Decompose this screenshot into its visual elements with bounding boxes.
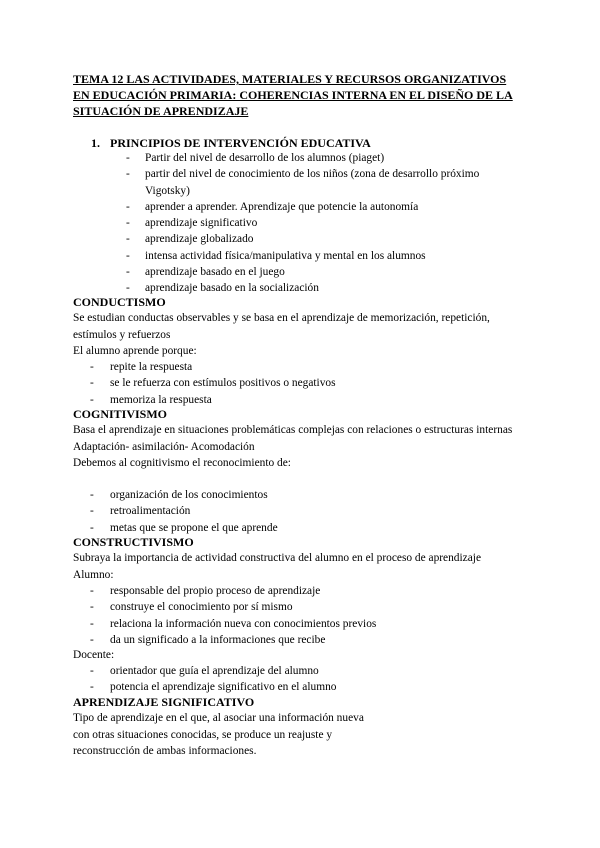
list-item: - aprendizaje basado en el juego (126, 266, 285, 279)
document-title (73, 72, 528, 119)
cognitivismo-text: Basa el aprendizaje en situaciones problemáticas complejas con relaciones o estructuras internas (73, 424, 513, 437)
aprendizaje-significativo-heading: APRENDIZAJE SIGNIFICATIVO (73, 695, 255, 709)
list-item: - memoriza la respuesta (90, 393, 212, 406)
conductismo-heading: CONDUCTISMO (73, 295, 166, 309)
principles-list (126, 150, 525, 297)
cognitivismo-list (90, 487, 278, 536)
list-item: - repite la respuesta (90, 361, 193, 373)
list-item: - organización de los conocimientos (90, 489, 268, 501)
conductismo-text: Se estudian conductas observables y se basa en el aprendizaje de memorización, repetición, estímulos y refuerzos (73, 312, 490, 341)
section-1-heading (91, 136, 371, 151)
constructivismo-section (73, 534, 528, 583)
conductismo-list (90, 359, 336, 408)
constructivismo-alumno-list (90, 583, 377, 648)
cognitivismo-section (73, 406, 528, 471)
list-item: - aprendizaje basado en la socialización (126, 282, 319, 295)
list-item: - retroalimentación (90, 505, 191, 518)
section-1-number: 1. (91, 136, 100, 150)
aprendizaje-significativo-line-3: reconstrucción de ambas informaciones. (73, 744, 257, 757)
conductismo-section (73, 294, 528, 359)
list-item: - responsable del propio proceso de aprendizaje (90, 585, 321, 597)
constructivismo-alumno-label: Alumno: (73, 568, 114, 581)
constructivismo-docente-label: Docente: (73, 649, 115, 661)
conductismo-intro: El alumno aprende porque: (73, 344, 197, 357)
aprendizaje-significativo-line-1: Tipo de aprendizaje en el que, al asociar una información nueva (73, 712, 364, 725)
aprendizaje-significativo-line-2: con otras situaciones conocidas, se produce un reajuste y (73, 728, 333, 741)
constructivismo-docente-list (90, 663, 337, 696)
list-item: - da un significado a la informaciones que recibe (90, 633, 326, 646)
list-item: - intensa actividad física/manipulativa y mental en los alumnos (126, 249, 426, 262)
list-item: - aprender a aprender. Aprendizaje que potencie la autonomía (126, 200, 419, 213)
list-item: - construye el conocimiento por sí mismo (90, 601, 293, 614)
list-item: - se le refuerza con estímulos positivos o negativos (90, 377, 336, 390)
aprendizaje-significativo-section (73, 694, 528, 759)
list-item: - orientador que guía el aprendizaje del alumno (90, 665, 319, 677)
list-item: - aprendizaje significativo (126, 217, 258, 230)
section-1-title: PRINCIPIOS DE INTERVENCIÓN EDUCATIVA (110, 136, 371, 150)
title-line-2: EN EDUCACIÓN PRIMARIA: COHERENCIAS INTERNA EN EL DISEÑO DE LA (73, 87, 513, 102)
list-item: - potencia el aprendizaje significativo en el alumno (90, 681, 337, 694)
list-item: - relaciona la información nueva con conocimientos previos (90, 617, 377, 630)
constructivismo-text: Subraya la importancia de actividad constructiva del alumno en el proceso de aprendizaje (73, 552, 481, 565)
constructivismo-heading: CONSTRUCTIVISMO (73, 535, 194, 549)
list-item: - metas que se propone el que aprende (90, 521, 278, 534)
constructivismo-docente (73, 647, 528, 663)
cognitivismo-line-2: Adaptación- asimilación- Acomodación (73, 440, 255, 453)
cognitivismo-intro: Debemos al cognitivismo el reconocimiento de: (73, 456, 291, 469)
title-line-3: SITUACIÓN DE APRENDIZAJE (73, 103, 249, 118)
title-line-1: TEMA 12 LAS ACTIVIDADES, MATERIALES Y RECURSOS ORGANIZATIVOS (73, 72, 507, 86)
list-item: - partir del nivel de conocimiento de los niños (zona de desarrollo próximo Vigotsky) (126, 168, 480, 197)
list-item: - Partir del nivel de desarrollo de los alumnos (piaget) (126, 152, 385, 164)
list-item: - aprendizaje globalizado (126, 233, 254, 246)
cognitivismo-heading: COGNITIVISMO (73, 407, 168, 421)
